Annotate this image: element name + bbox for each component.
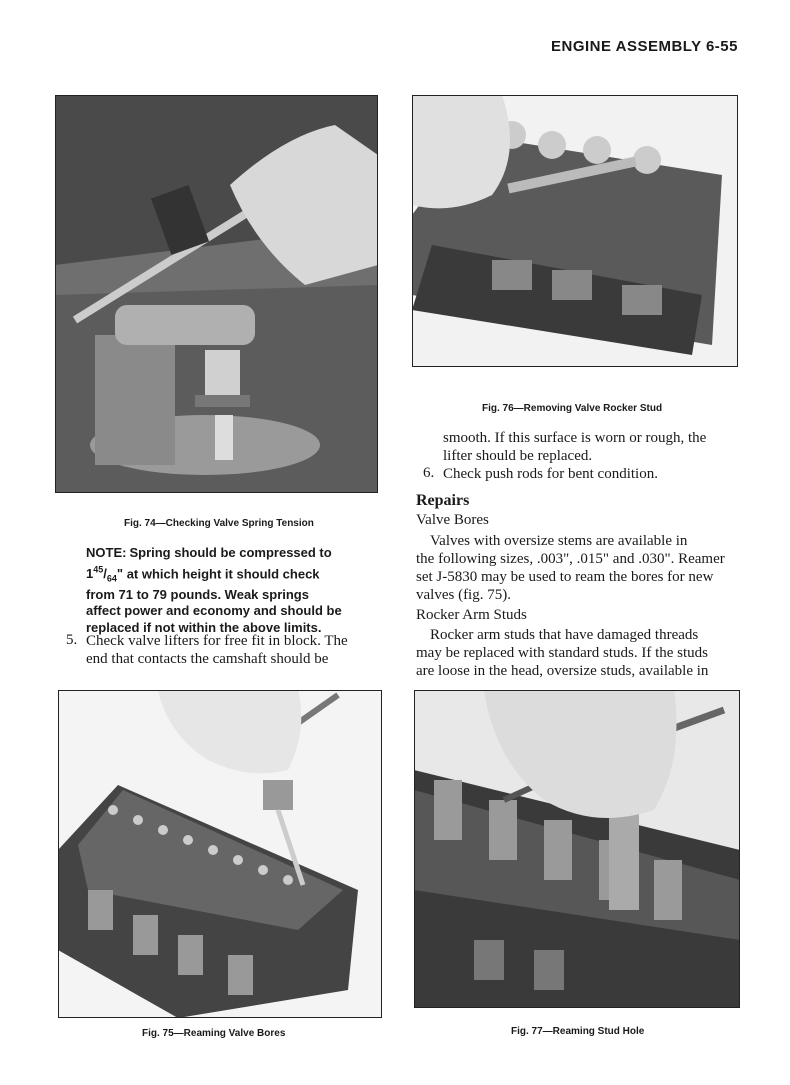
figure-76-frame — [412, 95, 738, 367]
figure-75-frame — [58, 690, 382, 1018]
figure-75-caption: Fig. 75—Reaming Valve Bores — [142, 1028, 286, 1039]
note-line-1: Spring should be compressed to — [129, 545, 332, 560]
item-6-number: 6. — [423, 465, 435, 481]
figure-77-caption: Fig. 77—Reaming Stud Hole — [511, 1026, 645, 1037]
valve-bores-heading: Valve Bores — [416, 512, 489, 528]
note-block — [86, 545, 352, 636]
note-fraction: $1^{45}/_{64}$" — [86, 564, 124, 584]
item-5-number: 5. — [66, 632, 78, 648]
note-line-5: replaced if not within the above limits. — [86, 619, 322, 635]
figure-77-frame — [414, 690, 740, 1008]
note-line-2: at which height it should check — [126, 565, 320, 581]
item-6-text: Check push rods for bent condition. — [443, 466, 658, 482]
rocker-arm-studs-heading: Rocker Arm Studs — [416, 607, 527, 623]
valve-bores-paragraph: Valves with oversize stems are available in the following sizes, .003", .015" and .030". Reamer set J-5830 may be used to ream the bores for new valves (fig. 75). — [416, 533, 725, 603]
note-line-3: from 71 to 79 pounds. Weak springs — [86, 586, 309, 602]
figure-76-caption: Fig. 76—Removing Valve Rocker Stud — [482, 403, 663, 414]
repairs-heading: Repairs — [416, 492, 470, 509]
figure-74-caption: Fig. 74—Checking Valve Spring Tension — [124, 518, 314, 529]
item-5-text: Check valve lifters for free fit in block. The end that contacts the camshaft should be — [86, 633, 348, 667]
rocker-arm-studs-paragraph: Rocker arm studs that have damaged threads may be replaced with standard studs. If the studs are loose in the head, oversize studs, available in — [416, 627, 709, 679]
page-header: ENGINE ASSEMBLY 6-55 — [550, 38, 738, 55]
note-line-4: affect power and economy and should be — [86, 603, 342, 619]
item-continuation: smooth. If this surface is worn or rough, the lifter should be replaced. — [443, 430, 707, 464]
figure-74-frame — [55, 95, 378, 493]
note-label: NOTE: — [86, 545, 127, 560]
